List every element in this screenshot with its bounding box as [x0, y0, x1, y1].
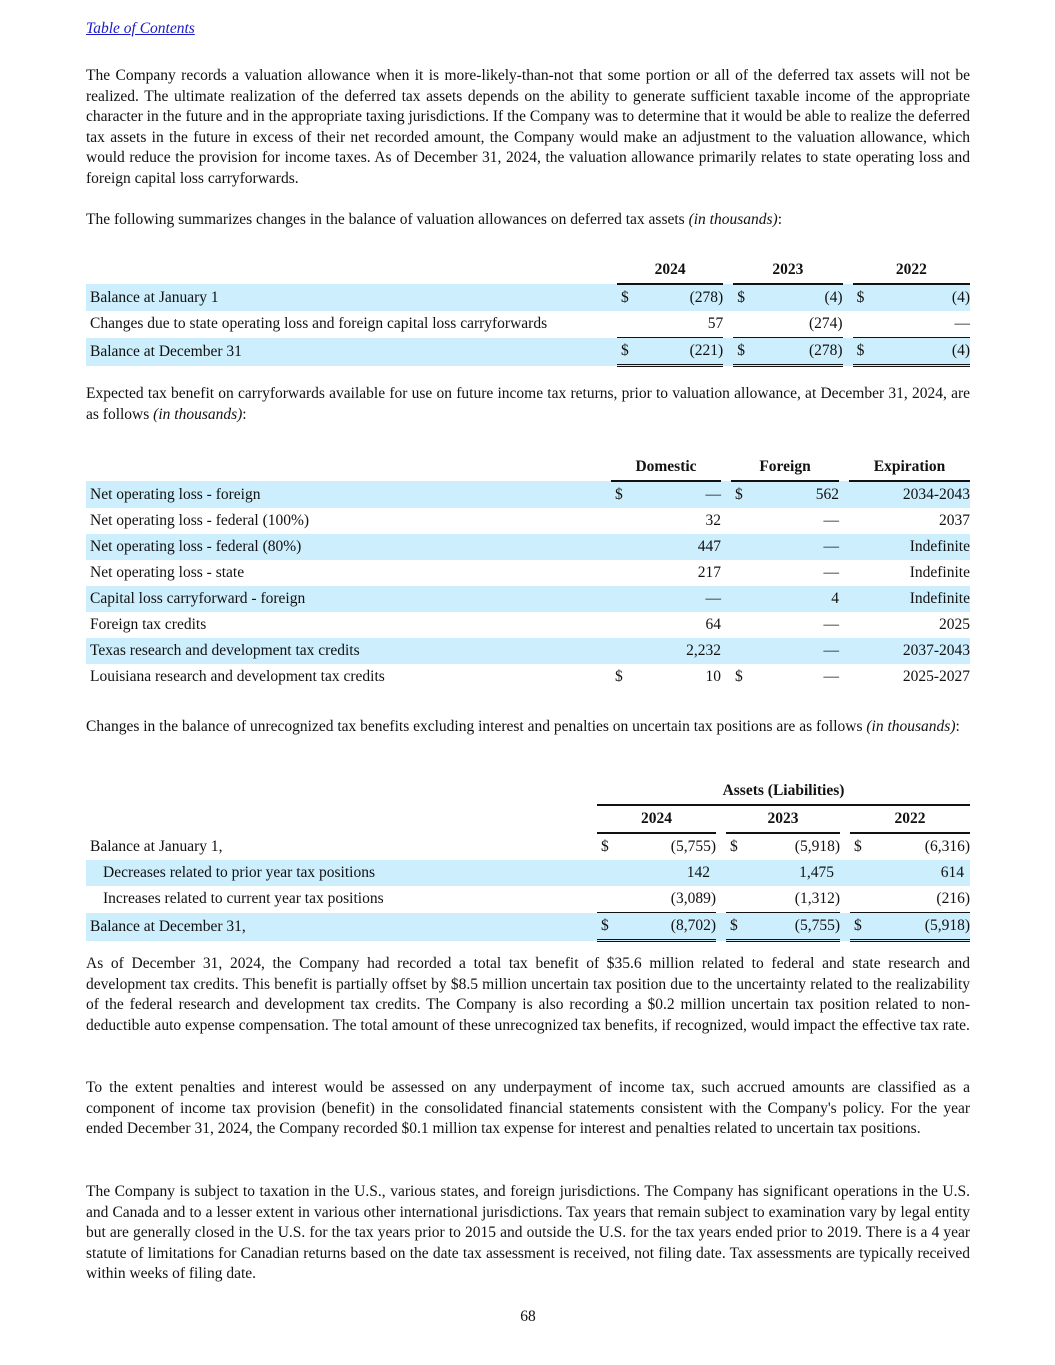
value-cell: (4): [871, 284, 970, 311]
dollar-sign: [731, 508, 749, 534]
table-row: [86, 612, 970, 638]
value-cell: —: [823, 564, 839, 581]
value-cell: 142: [615, 860, 716, 886]
dollar-sign: [597, 860, 615, 886]
table-row: [86, 913, 970, 941]
dollar-sign: [726, 886, 744, 913]
row-label: Balance at January 1,: [90, 837, 223, 855]
valuation-summary-intro: [86, 210, 970, 231]
value-cell: 1,475: [744, 860, 840, 886]
valuation-allowance-table: [86, 257, 970, 367]
value-cell: (5,755): [744, 913, 840, 941]
column-header: 2022: [850, 805, 970, 833]
super-header: Assets (Liabilities): [597, 778, 970, 805]
value-cell: (278): [635, 284, 723, 311]
unrecognized-tax-benefits-table: [86, 778, 970, 942]
value-cell: 64: [705, 616, 721, 633]
intro-text: Expected tax benefit on carryforwards available for use on future income tax returns, prior to valuation allowance, at December 31, 2024, are as follows: [86, 385, 970, 423]
table-row: [86, 586, 970, 612]
expiration-cell: Indefinite: [849, 534, 970, 560]
value-cell: —: [629, 481, 721, 508]
table-row: [86, 664, 970, 690]
value-cell: (216): [868, 886, 970, 913]
column-header: Foreign: [731, 454, 839, 481]
value-cell: 614: [868, 860, 970, 886]
dollar-sign: [611, 638, 629, 664]
unit-note: (in thousands): [153, 405, 243, 423]
expiration-cell: Indefinite: [909, 564, 970, 581]
row-label: Changes due to state operating loss and foreign capital loss carryforwards: [90, 315, 548, 333]
intro-end: :: [955, 718, 960, 735]
dollar-sign: $: [853, 284, 871, 311]
dollar-sign: [597, 886, 615, 913]
penalties-interest-paragraph: To the extent penalties and interest would be assessed on any underpayment of income tax, such accrued amounts are classified as a component of income tax provision (benefit) in the consolidated financial statements consistent with the Company's policy. For the year ended December 31, 2024, the Company recorded $0.1 million tax expense for interest and penalties related to uncertain tax positions.: [86, 1079, 970, 1137]
dollar-sign: [611, 534, 629, 560]
dollar-sign: [611, 508, 629, 534]
table-row: [86, 560, 970, 586]
table-row: [86, 481, 970, 508]
value-cell: 2,232: [629, 638, 721, 664]
row-label: Net operating loss - foreign: [86, 481, 597, 508]
dollar-sign: [611, 612, 629, 638]
column-header: 2023: [726, 805, 840, 833]
value-cell: —: [823, 616, 839, 633]
carryforward-table: [86, 454, 970, 690]
intro-end: :: [777, 211, 782, 228]
value-cell: (5,918): [868, 913, 970, 941]
dollar-sign: [850, 886, 868, 913]
row-label: Net operating loss - state: [90, 564, 245, 581]
expiration-cell: 2025: [939, 616, 970, 633]
dollar-sign: $: [735, 668, 743, 685]
table-row: [86, 508, 970, 534]
row-label: Balance at January 1: [86, 284, 603, 311]
value-cell: (5,918): [794, 838, 840, 855]
value-cell: 217: [697, 564, 721, 581]
expiration-cell: 2037-2043: [849, 638, 970, 664]
table-row: [86, 311, 970, 338]
intro-text: Changes in the balance of unrecognized tax benefits excluding interest and penalties on uncertain tax positions are as follows: [86, 718, 867, 735]
dollar-sign: [850, 860, 868, 886]
value-cell: (3,089): [615, 886, 716, 913]
dollar-sign: [731, 560, 749, 586]
row-label: Net operating loss - federal (80%): [86, 534, 597, 560]
column-header: Expiration: [849, 454, 970, 481]
row-label: Decreases related to prior year tax positions: [86, 860, 583, 886]
value-cell: 32: [705, 512, 721, 529]
value-cell: 57: [635, 311, 723, 338]
dollar-sign: [726, 860, 744, 886]
carryforward-intro: [86, 384, 970, 425]
column-header: 2024: [597, 805, 716, 833]
dollar-sign: $: [853, 338, 871, 366]
value-cell: 562: [749, 481, 839, 508]
dollar-sign: $: [726, 913, 744, 941]
table-header-row: [86, 805, 970, 833]
table-row: [86, 338, 970, 366]
dollar-sign: $: [730, 838, 738, 855]
dollar-sign: $: [611, 481, 629, 508]
row-label: Increases related to current year tax positions: [103, 890, 384, 908]
dollar-sign: $: [731, 481, 749, 508]
value-cell: 447: [629, 534, 721, 560]
value-cell: —: [749, 638, 839, 664]
unit-note: (in thousands): [866, 718, 956, 735]
row-label: Net operating loss - federal (100%): [90, 512, 310, 529]
column-header: 2022: [853, 257, 970, 284]
expiration-cell: Indefinite: [849, 586, 970, 612]
dollar-sign: [731, 534, 749, 560]
dollar-sign: [731, 612, 749, 638]
expiration-cell: 2025-2027: [902, 668, 970, 685]
dollar-sign: [733, 311, 751, 338]
table-row: [86, 284, 970, 311]
value-cell: 10: [705, 668, 721, 685]
table-header-row: [86, 454, 970, 481]
dollar-sign: $: [854, 838, 862, 855]
table-row: [86, 886, 970, 913]
value-cell: (8,702): [615, 913, 716, 941]
value-cell: —: [871, 311, 970, 338]
unrecognized-benefits-intro: [86, 717, 970, 738]
dollar-sign: $: [733, 284, 751, 311]
dollar-sign: [611, 560, 629, 586]
page-number: 68: [520, 1308, 536, 1325]
value-cell: (221): [635, 338, 723, 366]
dollar-sign: [731, 586, 749, 612]
row-label: Balance at December 31,: [86, 913, 583, 941]
dollar-sign: [853, 311, 871, 338]
value-cell: (4): [871, 338, 970, 366]
value-cell: 4: [749, 586, 839, 612]
dollar-sign: $: [601, 838, 609, 855]
intro-end: :: [242, 405, 247, 423]
expiration-cell: 2034-2043: [849, 481, 970, 508]
tax-benefit-paragraph: As of December 31, 2024, the Company had recorded a total tax benefit of $35.6 million related to federal and state research and development tax credits. This benefit is partially offset by $8.5 million uncertain tax position due to the uncertainty related to the realizability of the federal research and development tax credits. The Company is also recording a $0.2 million uncertain tax position related to non-deductible auto expense compensation. The total amount of these unrecognized tax benefits, if recognized, would impact the effective tax rate.: [86, 955, 970, 1034]
column-header: 2023: [733, 257, 842, 284]
value-cell: (1,312): [744, 886, 840, 913]
expiration-cell: 2037: [939, 512, 970, 529]
row-label: Balance at December 31: [86, 338, 603, 366]
dollar-sign: $: [615, 668, 623, 685]
column-header: 2024: [617, 257, 723, 284]
intro-text: The following summarizes changes in the balance of valuation allowances on deferred tax assets: [86, 211, 689, 228]
value-cell: (5,755): [670, 838, 716, 855]
dollar-sign: $: [733, 338, 751, 366]
value-cell: —: [749, 534, 839, 560]
dollar-sign: $: [617, 284, 635, 311]
table-row: [86, 860, 970, 886]
jurisdictions-paragraph: The Company is subject to taxation in the U.S., various states, and foreign jurisdictions. The Company has significant operations in the U.S. and Canada and to a lesser extent in various other international jurisdictions. Tax years that remain subject to examination vary by legal entity but are generally closed in the U.S. for the tax years prior to 2015 and outside the U.S. for the tax years ended prior to 2019. There is a 4 year statute of limitations for Canadian returns based on the date tax assessment is received, not filing date. Tax assessments are typically received within weeks of filing date.: [86, 1183, 970, 1282]
row-label: Louisiana research and development tax credits: [90, 668, 385, 685]
dollar-sign: $: [850, 913, 868, 941]
dollar-sign: $: [597, 913, 615, 941]
dollar-sign: [611, 586, 629, 612]
value-cell: —: [629, 586, 721, 612]
super-header-row: [86, 778, 970, 805]
unit-note: (in thousands): [688, 211, 778, 228]
row-label: Texas research and development tax credits: [86, 638, 597, 664]
dollar-sign: [617, 311, 635, 338]
table-row: [86, 638, 970, 664]
row-label: Capital loss carryforward - foreign: [86, 586, 597, 612]
value-cell: —: [823, 512, 839, 529]
table-row: [86, 833, 970, 860]
column-header: Domestic: [611, 454, 721, 481]
table-header-row: [86, 257, 970, 284]
table-of-contents-link[interactable]: Table of Contents: [86, 20, 195, 37]
dollar-sign: [731, 638, 749, 664]
value-cell: (4): [752, 284, 843, 311]
value-cell: (6,316): [924, 838, 970, 855]
value-cell: —: [823, 668, 839, 685]
valuation-allowance-paragraph: The Company records a valuation allowance when it is more-likely-than-not that some portion or all of the deferred tax assets will not be realized. The ultimate realization of the deferred tax assets depends on the ability to generate sufficient taxable income of the appropriate character in the future and in the appropriate taxing jurisdictions. If the Company was to determine that it would be able to realize the deferred tax assets in the future in excess of their net recorded amount, the Company would make an adjustment to the valuation allowance, which would reduce the provision for income taxes. As of December 31, 2024, the valuation allowance primarily relates to state operating loss and foreign capital loss carryforwards.: [86, 67, 970, 187]
dollar-sign: $: [617, 338, 635, 366]
value-cell: (274): [752, 311, 843, 338]
table-row: [86, 534, 970, 560]
value-cell: (278): [752, 338, 843, 366]
row-label: Foreign tax credits: [90, 616, 207, 633]
